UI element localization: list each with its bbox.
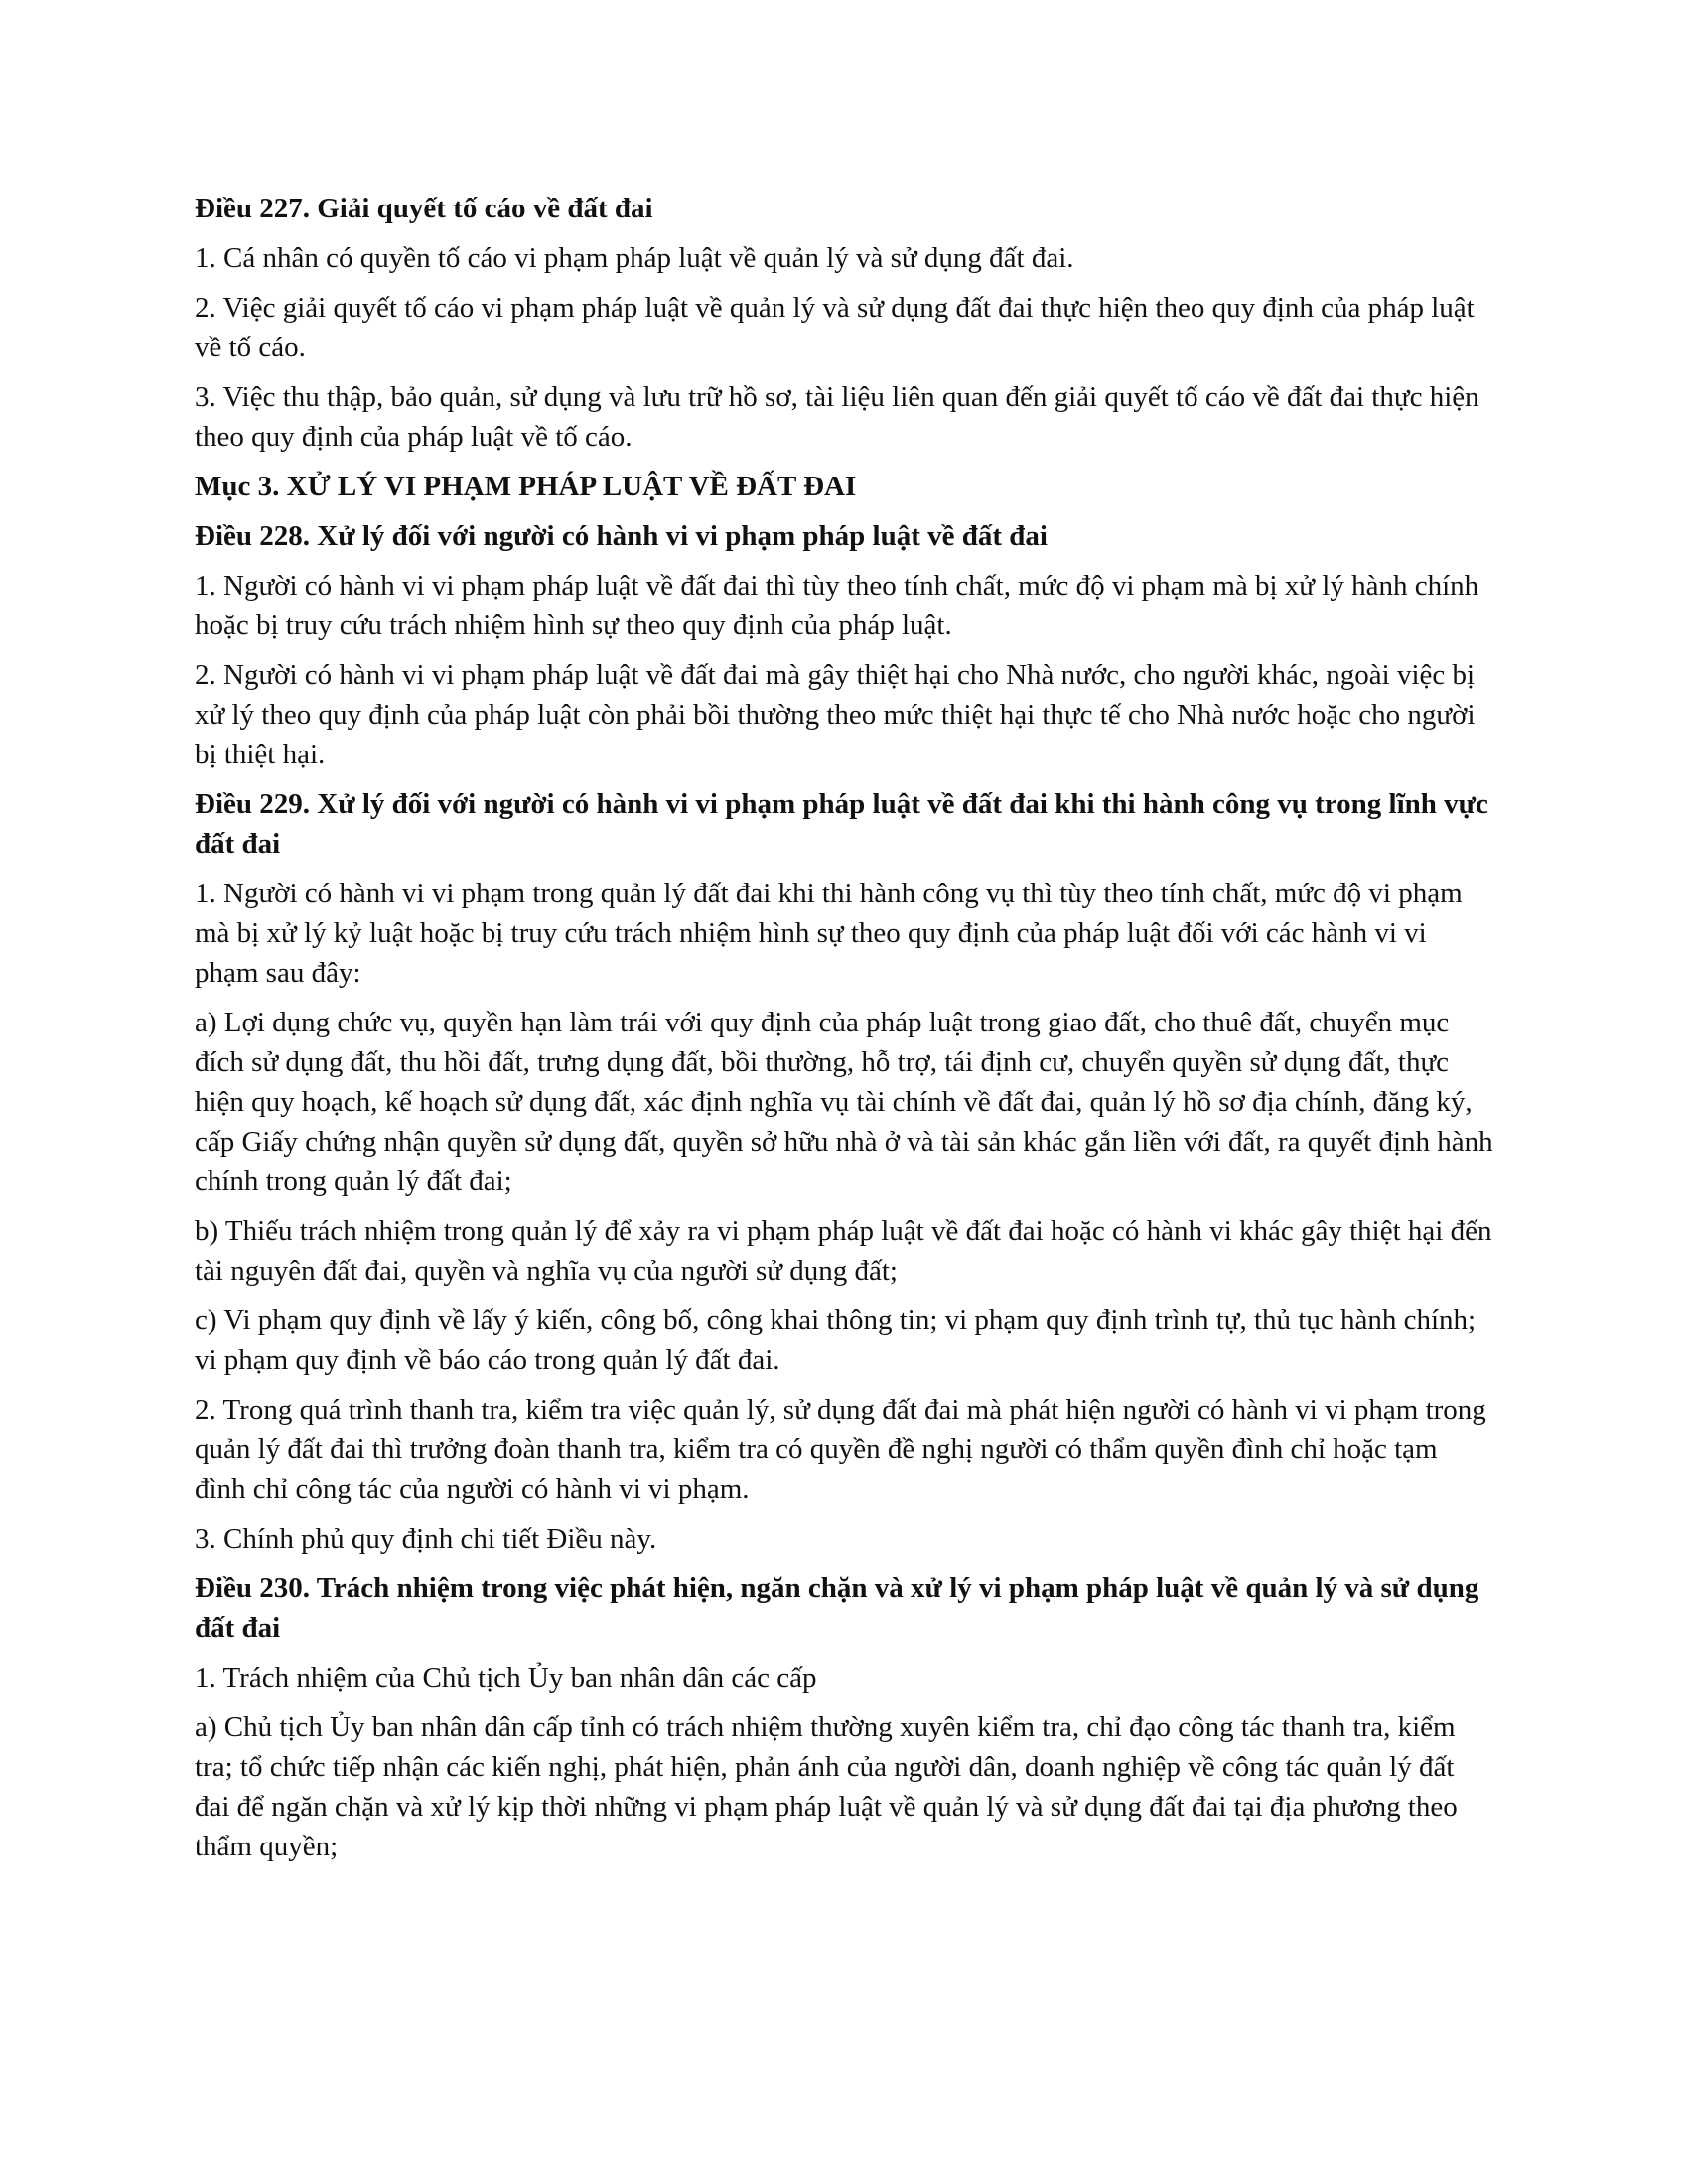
- article-230-heading: Điều 230. Trách nhiệm trong việc phát hiện, ngăn chặn và xử lý vi phạm pháp luật về quản lý và sử dụng đất đai: [195, 1572, 1479, 1644]
- article-230-point-a: a) Chủ tịch Ủy ban nhân dân cấp tỉnh có trách nhiệm thường xuyên kiểm tra, chỉ đạo công tác thanh tra, kiểm tra; tổ chức tiếp nhận các kiến nghị, phát hiện, phản ánh của người dân, doanh nghiệp về công tác quản lý đất đai để ngăn chặn và xử lý kịp thời những vi phạm pháp luật về quản lý và sử dụng đất đai tại địa phương theo thẩm quyền;: [195, 1711, 1458, 1862]
- article-227-heading: Điều 227. Giải quyết tố cáo về đất đai: [195, 193, 653, 224]
- article-229-point-b: b) Thiếu trách nhiệm trong quản lý để xảy ra vi phạm pháp luật về đất đai hoặc có hành vi khác gây thiệt hại đến tài nguyên đất đai, quyền và nghĩa vụ của người sử dụng đất;: [195, 1215, 1492, 1287]
- article-228-clause-1: 1. Người có hành vi vi phạm pháp luật về đất đai thì tùy theo tính chất, mức độ vi phạm mà bị xử lý hành chính hoặc bị truy cứu trách nhiệm hình sự theo quy định của pháp luật.: [195, 570, 1479, 641]
- document-page: [195, 189, 1495, 1876]
- article-230-clause-1: 1. Trách nhiệm của Chủ tịch Ủy ban nhân dân các cấp: [195, 1662, 817, 1694]
- article-228-clause-2: 2. Người có hành vi vi phạm pháp luật về đất đai mà gây thiệt hại cho Nhà nước, cho người khác, ngoài việc bị xử lý theo quy định của pháp luật còn phải bồi thường theo mức thiệt hại thực tế cho Nhà nước hoặc cho người bị thiệt hại.: [195, 659, 1476, 770]
- article-228-heading: Điều 228. Xử lý đối với người có hành vi vi phạm pháp luật về đất đai: [195, 520, 1048, 552]
- article-227-clause-3: 3. Việc thu thập, bảo quản, sử dụng và lưu trữ hồ sơ, tài liệu liên quan đến giải quyết tố cáo về đất đai thực hiện theo quy định của pháp luật về tố cáo.: [195, 381, 1479, 453]
- article-229-heading: Điều 229. Xử lý đối với người có hành vi vi phạm pháp luật về đất đai khi thi hành công vụ trong lĩnh vực đất đai: [195, 788, 1488, 860]
- article-229-point-c: c) Vi phạm quy định về lấy ý kiến, công bố, công khai thông tin; vi phạm quy định trình tự, thủ tục hành chính; vi phạm quy định về báo cáo trong quản lý đất đai.: [195, 1304, 1477, 1376]
- article-227-clause-1: 1. Cá nhân có quyền tố cáo vi phạm pháp luật về quản lý và sử dụng đất đai.: [195, 242, 1074, 274]
- article-229-clause-1: 1. Người có hành vi vi phạm trong quản lý đất đai khi thi hành công vụ thì tùy theo tính chất, mức độ vi phạm mà bị xử lý kỷ luật hoặc bị truy cứu trách nhiệm hình sự theo quy định của pháp luật đối với các hành vi vi phạm sau đây:: [195, 878, 1463, 989]
- article-229-point-a: a) Lợi dụng chức vụ, quyền hạn làm trái với quy định của pháp luật trong giao đất, cho thuê đất, chuyển mục đích sử dụng đất, thu hồi đất, trưng dụng đất, bồi thường, hỗ trợ, tái định cư, chuyển quyền sử dụng đất, thực hiện quy hoạch, kế hoạch sử dụng đất, xác định nghĩa vụ tài chính về đất đai, quản lý hồ sơ địa chính, đăng ký, cấp Giấy chứng nhận quyền sử dụng đất, quyền sở hữu nhà ở và tài sản khác gắn liền với đất, ra quyết định hành chính trong quản lý đất đai;: [195, 1007, 1493, 1197]
- article-229-clause-3: 3. Chính phủ quy định chi tiết Điều này.: [195, 1523, 657, 1555]
- article-227-clause-2: 2. Việc giải quyết tố cáo vi phạm pháp luật về quản lý và sử dụng đất đai thực hiện theo quy định của pháp luật về tố cáo.: [195, 292, 1475, 363]
- article-229-clause-2: 2. Trong quá trình thanh tra, kiểm tra việc quản lý, sử dụng đất đai mà phát hiện người có hành vi vi phạm trong quản lý đất đai thì trưởng đoàn thanh tra, kiểm tra có quyền đề nghị người có thẩm quyền đình chỉ hoặc tạm đình chỉ công tác của người có hành vi vi phạm.: [195, 1394, 1486, 1505]
- section-3-heading: Mục 3. XỬ LÝ VI PHẠM PHÁP LUẬT VỀ ĐẤT ĐAI: [195, 471, 857, 502]
